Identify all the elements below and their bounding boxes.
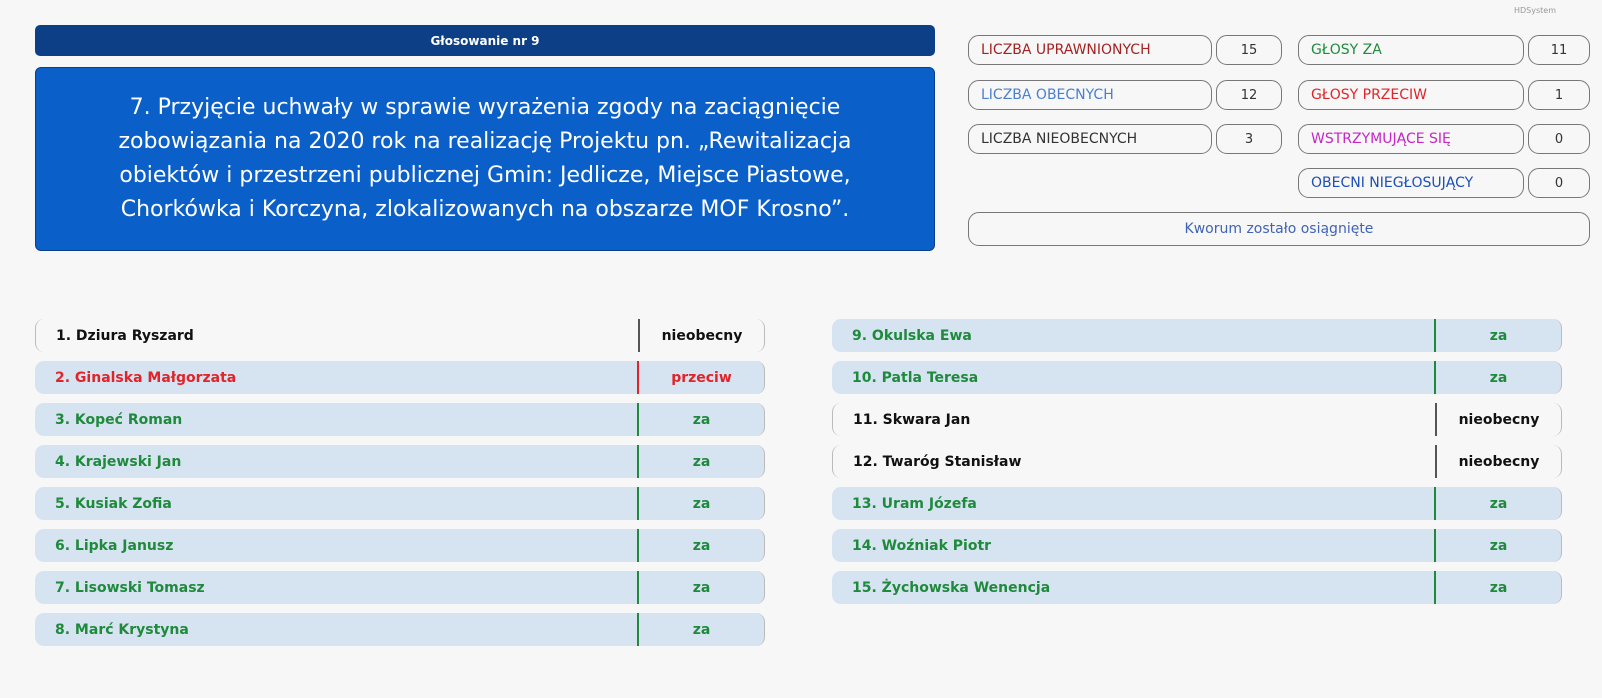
vote-row	[832, 571, 1562, 604]
vote-row	[832, 529, 1562, 562]
councillor-name: 4. Krajewski Jan	[55, 453, 182, 470]
vote-row	[35, 445, 765, 478]
stat-label-uprawnionych	[968, 35, 1212, 65]
councillor-name: 5. Kusiak Zofia	[55, 495, 172, 512]
vote-row	[35, 487, 765, 520]
vote-number-header	[35, 25, 935, 56]
stat-value-uprawnionych	[1216, 35, 1282, 65]
stat-label-za-text: GŁOSY ZA	[1311, 42, 1382, 58]
stat-value-niegłosujacy-text: 0	[1554, 175, 1564, 191]
stat-value-przeciw-text: 1	[1554, 87, 1564, 103]
stat-value-nieobecnych-text: 3	[1244, 131, 1254, 147]
stat-label-za	[1298, 35, 1524, 65]
vote-result: za	[1489, 369, 1508, 386]
stat-label-niegłosujacy-text: OBECNI NIEGŁOSUJĄCY	[1311, 175, 1474, 191]
councillor-name: 7. Lisowski Tomasz	[55, 579, 205, 596]
vote-row	[832, 319, 1562, 352]
stat-value-wstrzymujace-text: 0	[1554, 131, 1564, 147]
councillor-name: 2. Ginalska Małgorzata	[55, 369, 237, 386]
vote-row	[832, 361, 1562, 394]
stat-label-obecnych	[968, 80, 1212, 110]
councillor-name: 6. Lipka Janusz	[55, 537, 174, 554]
vote-result: za	[692, 537, 711, 554]
stat-value-wstrzymujace	[1528, 124, 1590, 154]
vote-result: za	[1489, 495, 1508, 512]
councillor-name: 9. Okulska Ewa	[852, 327, 972, 344]
councillor-name: 11. Skwara Jan	[853, 411, 971, 428]
stat-value-obecnych-text: 12	[1240, 87, 1258, 103]
vote-result: za	[692, 495, 711, 512]
vote-result: nieobecny	[661, 327, 743, 344]
vote-result: nieobecny	[1458, 453, 1540, 470]
vote-row	[832, 445, 1562, 478]
stat-label-obecnych-text: LICZBA OBECNYCH	[981, 87, 1114, 103]
councillor-name: 1. Dziura Ryszard	[56, 327, 194, 344]
stat-label-przeciw	[1298, 80, 1524, 110]
stat-label-uprawnionych-text: LICZBA UPRAWNIONYCH	[981, 42, 1151, 58]
vote-result: za	[1489, 537, 1508, 554]
quorum-status	[968, 212, 1590, 246]
stat-label-wstrzymujace-text: WSTRZYMUJĄCE SIĘ	[1311, 131, 1451, 147]
councillor-name: 15. Żychowska Wenencja	[852, 579, 1051, 596]
vote-row	[35, 571, 765, 604]
stat-value-nieobecnych	[1216, 124, 1282, 154]
councillor-name: 14. Woźniak Piotr	[852, 537, 992, 554]
vote-result: przeciw	[671, 369, 732, 386]
vote-result: za	[692, 579, 711, 596]
vote-row	[35, 613, 765, 646]
resolution-topic	[35, 67, 935, 251]
vote-result: za	[1489, 579, 1508, 596]
stat-label-nieobecnych	[968, 124, 1212, 154]
councillor-name: 13. Uram Józefa	[852, 495, 977, 512]
quorum-status-text: Kworum zostało osiągnięte	[1184, 221, 1374, 237]
vote-result: za	[692, 621, 711, 638]
stat-value-przeciw	[1528, 80, 1590, 110]
vote-row	[35, 403, 765, 436]
vote-result: nieobecny	[1458, 411, 1540, 428]
councillor-name: 3. Kopeć Roman	[55, 411, 183, 428]
vote-result: za	[692, 411, 711, 428]
stat-value-za-text: 11	[1550, 42, 1568, 58]
resolution-topic-text: 7. Przyjęcie uchwały w sprawie wyrażenia zgody na zaciągnięcie zobowiązania na 2020 rok na realizację Projektu pn. „Rewitalizacja obiektów i przestrzeni publicznej Gmin: Jedlicze, Miejsce Piastowe, Chorkówka i Korczyna, zlokalizowanych na obszarze MOF Krosno”.	[118, 95, 852, 222]
stat-label-wstrzymujace	[1298, 124, 1524, 154]
vote-row	[35, 319, 765, 352]
stat-label-niegłosujacy	[1298, 168, 1524, 198]
vote-row	[832, 403, 1562, 436]
vote-result: za	[692, 453, 711, 470]
stat-value-niegłosujacy	[1528, 168, 1590, 198]
vote-row	[35, 361, 765, 394]
vote-result: za	[1489, 327, 1508, 344]
stat-value-obecnych	[1216, 80, 1282, 110]
stat-value-za	[1528, 35, 1590, 65]
councillor-name: 8. Marć Krystyna	[55, 621, 189, 638]
vote-row	[35, 529, 765, 562]
councillor-name: 12. Twaróg Stanisław	[853, 453, 1022, 470]
vote-row	[832, 487, 1562, 520]
stat-value-uprawnionych-text: 15	[1240, 42, 1258, 58]
stat-label-przeciw-text: GŁOSY PRZECIW	[1311, 87, 1427, 103]
councillor-name: 10. Patla Teresa	[852, 369, 979, 386]
brand-label: HDSystem	[1514, 6, 1557, 15]
stat-label-nieobecnych-text: LICZBA NIEOBECNYCH	[981, 131, 1138, 147]
vote-number-title: Głosowanie nr 9	[430, 33, 540, 48]
